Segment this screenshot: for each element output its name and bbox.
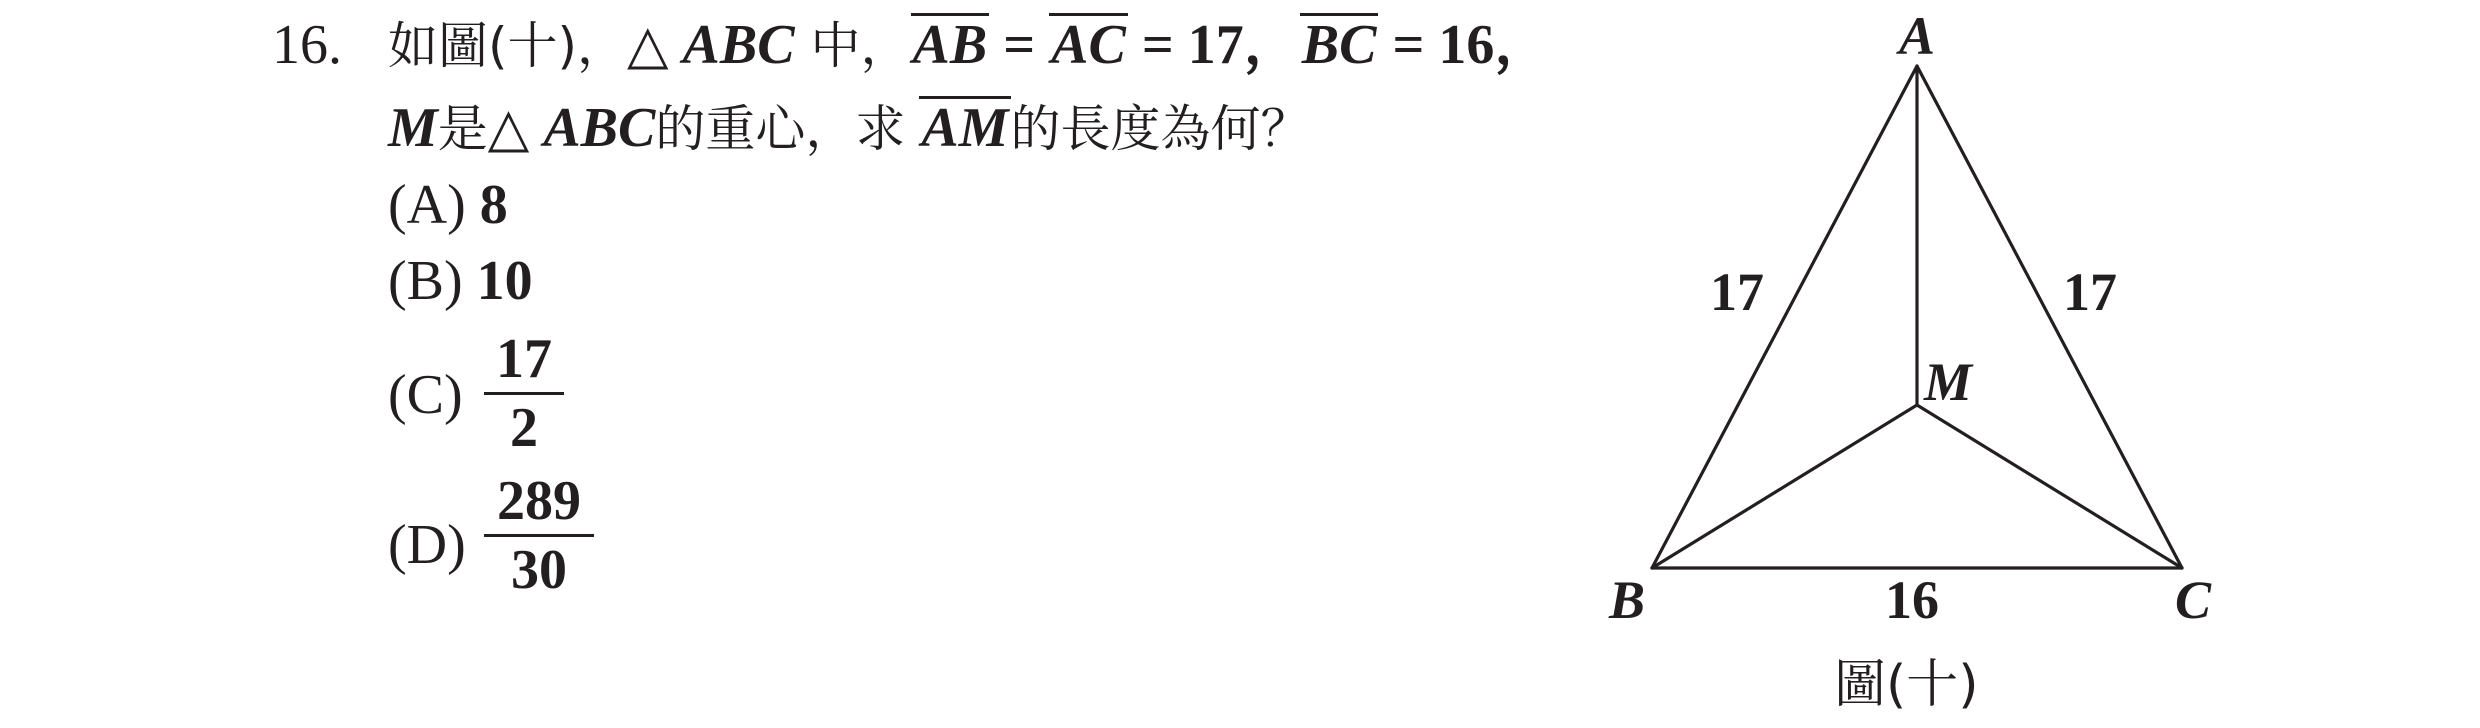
equals-value-17: = 17， bbox=[1127, 14, 1300, 76]
option-c-denominator: 2 bbox=[510, 397, 538, 459]
triangle-symbol-2: △ bbox=[487, 96, 530, 159]
point-m: M bbox=[388, 97, 438, 159]
ask-text: 的長度為何？ bbox=[1010, 100, 1311, 158]
option-d-numerator: 289 bbox=[484, 470, 594, 537]
option-a-label: (A) bbox=[388, 174, 466, 236]
option-c-numerator: 17 bbox=[484, 328, 564, 395]
option-d-denominator: 30 bbox=[511, 539, 567, 601]
segment-mc-line bbox=[1917, 405, 2182, 568]
segment-am: AM bbox=[921, 97, 1009, 159]
option-d-label: (D) bbox=[388, 514, 466, 576]
segment-mb-line bbox=[1652, 405, 1917, 568]
point-m-label: M bbox=[1923, 352, 1973, 412]
edge-ac-label: 17 bbox=[2063, 262, 2117, 322]
segment-bc: BC bbox=[1301, 14, 1377, 76]
triangle-symbol: △ bbox=[627, 13, 669, 76]
figure-caption: 圖(十) bbox=[1834, 655, 1979, 715]
edge-ab bbox=[1652, 66, 1917, 568]
vertex-b-label: B bbox=[1608, 570, 1646, 630]
edge-bc-label: 16 bbox=[1885, 570, 1939, 630]
centroid-text: 的重心，求 bbox=[655, 100, 906, 158]
segment-ab: AB bbox=[912, 14, 988, 76]
question-number: 16. bbox=[272, 14, 342, 76]
option-a-value: 8 bbox=[479, 174, 508, 236]
edge-ac bbox=[1917, 66, 2182, 568]
triangle-name-2: ABC bbox=[543, 97, 656, 159]
equals-value-16: = 16， bbox=[1378, 14, 1551, 76]
option-b-value: 10 bbox=[476, 250, 533, 312]
segment-ac: AC bbox=[1051, 14, 1126, 76]
option-c-label: (C) bbox=[388, 364, 463, 426]
middle-word: 中， bbox=[794, 17, 911, 75]
shi-word: 是 bbox=[437, 100, 488, 158]
edge-ab-label: 17 bbox=[1710, 262, 1764, 322]
question-intro: 如圖(十)， bbox=[388, 17, 628, 75]
equals-1: = bbox=[989, 14, 1050, 76]
triangle-name: ABC bbox=[682, 14, 795, 76]
vertex-a-label: A bbox=[1898, 6, 1936, 66]
option-b-label: (B) bbox=[388, 250, 463, 312]
vertex-c-label: C bbox=[2174, 570, 2212, 630]
